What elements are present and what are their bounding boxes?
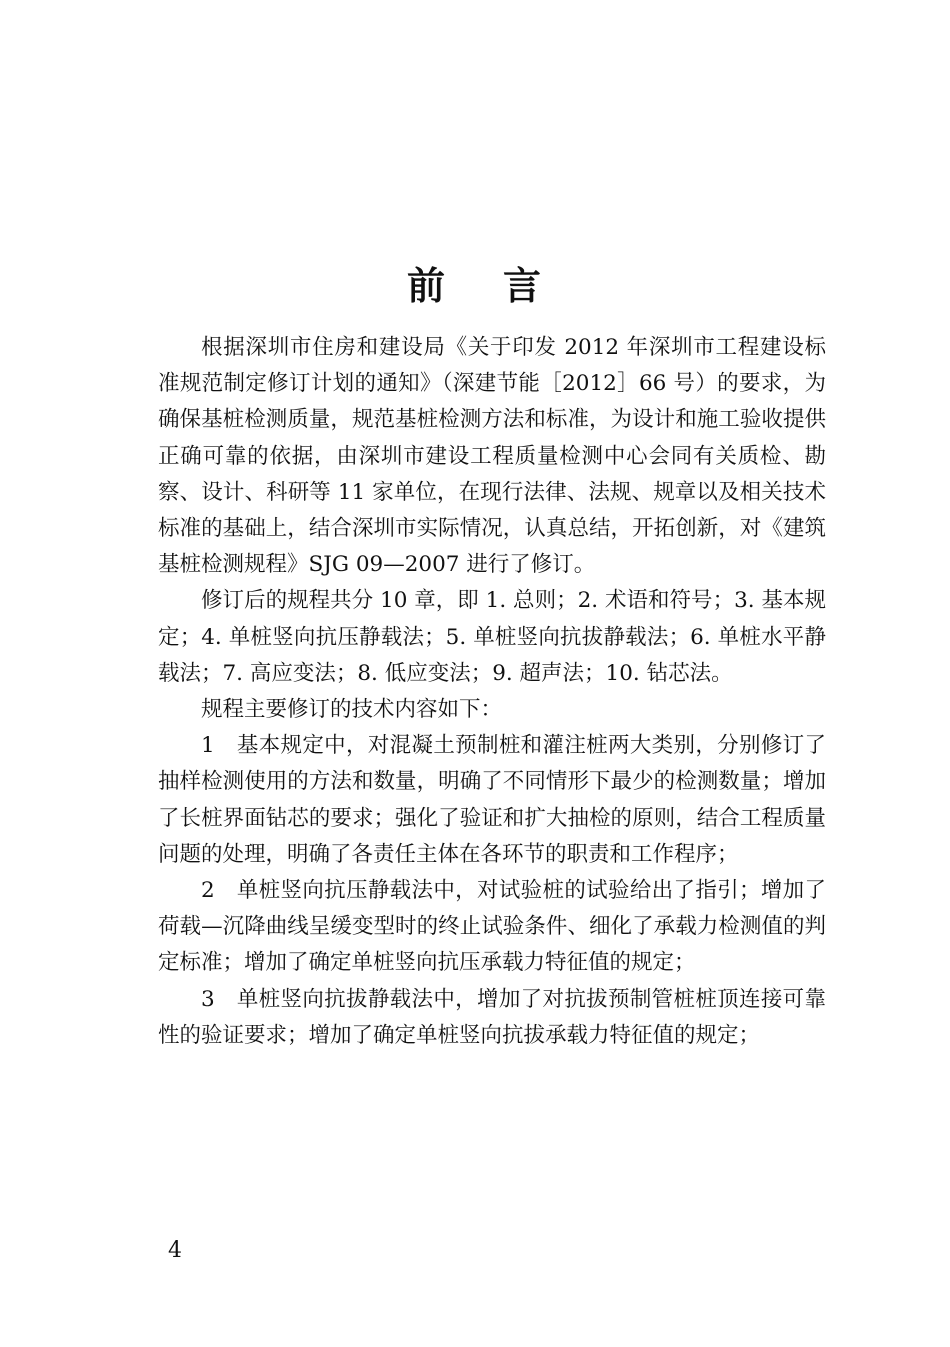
paragraph-revision-3: 3 单桩竖向抗拔静载法中，增加了对抗拔预制管桩桩顶连接可靠性的验证要求；增加了确定单桩竖向抗拔承载力特征值的规定； xyxy=(158,986,826,1048)
paragraph-revisions-heading: 规程主要修订的技术内容如下： xyxy=(201,697,503,723)
paragraph-revision-1: 1 基本规定中，对混凝土预制桩和灌注桩两大类别，分别修订了抽样检测使用的方法和数量，明确了不同情形下最少的检测数量；增加了长桩界面钻芯的要求；强化了验证和扩大抽检的原则，结合工程质量问题的处理，明确了各责任主体在各环节的职责和工作程序； xyxy=(158,733,826,867)
page-number: 4 xyxy=(168,1238,182,1263)
title-char-1: 前 xyxy=(406,264,447,309)
preface-body xyxy=(158,330,826,1054)
paragraph-intro: 根据深圳市住房和建设局《关于印发 2012 年深圳市工程建设标准规范制定修订计划的通知》（深建节能［2012］66 号）的要求，为确保基桩检测质量，规范基桩检测方法和标准，为设计和施工验收提供正确可靠的依据，由深圳市建设工程质量检测中心会同有关质检、勘察、设计、科研等 11 家单位，在现行法律、法规、规章以及相关技术标准的基础上，结合深圳市实际情况，认真总结，开拓创新，对《建筑基桩检测规程》SJG 09—2007 进行了修订。 xyxy=(158,335,826,578)
page-title xyxy=(0,255,950,310)
paragraph-revision-2: 2 单桩竖向抗压静载法中，对试验桩的试验给出了指引；增加了荷载—沉降曲线呈缓变型时的终止试验条件、细化了承载力检测值的判定标准；增加了确定单桩竖向抗压承载力特征值的规定； xyxy=(158,878,826,976)
paragraph-chapters: 修订后的规程共分 10 章，即 1. 总则；2. 术语和符号；3. 基本规定；4. 单桩竖向抗压静载法；5. 单桩竖向抗拔静载法；6. 单桩水平静载法；7. 高应变法；8. 低应变法；9. 超声法；10. 钻芯法。 xyxy=(158,588,826,686)
title-char-2: 言 xyxy=(503,264,544,309)
